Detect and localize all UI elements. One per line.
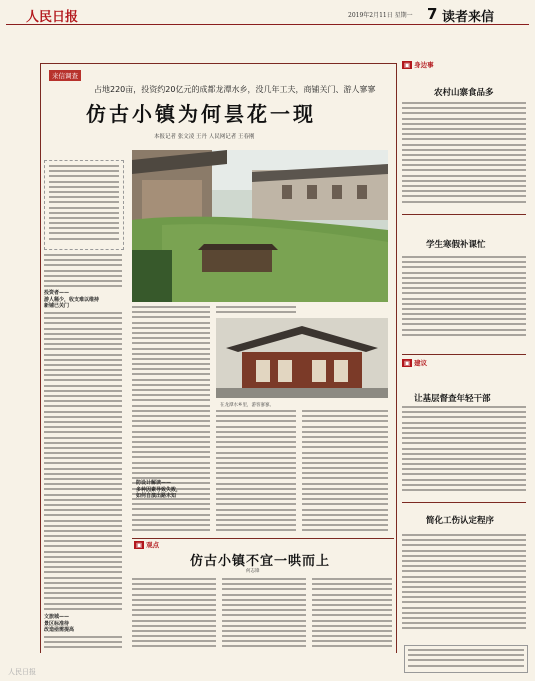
pavilion-caption: 在龙潭水乡里，游客寥寥。 [220, 403, 274, 408]
right-rule-1 [402, 214, 526, 215]
right-title-2: 学生寒假补课忙 [426, 240, 486, 250]
pavilion-photo [216, 318, 388, 398]
right-title-4: 简化工伤认定程序 [426, 516, 495, 526]
right-rule-3 [402, 502, 526, 503]
page-number: 7 [427, 5, 438, 23]
right-tag-2: ▣ 建议 [404, 359, 428, 367]
left-subhead-2: 文旅城—— 景区标准待 改造亟需提高 [44, 614, 75, 633]
newspaper-logo: 人民日报 [26, 10, 79, 25]
right-text-3 [402, 406, 526, 500]
advertisement-box [404, 645, 528, 673]
column-divider [396, 63, 397, 653]
opinion-title: 仿古小镇不宜一哄而上 [190, 554, 331, 569]
opinion-text-1 [132, 578, 216, 652]
lead-headline: 仿古小镇为何昙花一现 [86, 102, 316, 126]
left-column-text-2 [44, 312, 122, 612]
opinion-author: 何志锋 [246, 569, 260, 574]
top-rule [40, 63, 396, 64]
left-subhead-1: 投资者—— 游人稀少，收支难以维持 新铺已关门 [44, 290, 100, 309]
center-column-3 [216, 410, 296, 536]
right-title-1: 农村山寨食品多 [434, 88, 494, 98]
right-tag-1: ▣ 身边事 [404, 61, 434, 69]
source-watermark: 人民日报 [8, 668, 36, 676]
right-title-3: 让基层督查年轻干部 [414, 394, 491, 404]
center-column-4 [302, 410, 388, 536]
lead-deck: 占地220亩，投资约20亿元的成都龙潭水乡，没几年工夫，商铺关门、游人寥寥 [94, 85, 376, 94]
right-rule-2 [402, 354, 526, 355]
dateline: 2019年2月11日 星期一 [348, 12, 413, 19]
masthead [6, 4, 529, 25]
left-column-text [44, 254, 122, 290]
right-text-2 [402, 256, 526, 344]
right-text-1 [402, 102, 526, 210]
opinion-text-3 [312, 578, 392, 652]
center-column-1 [132, 306, 210, 536]
section-title: 读者来信 [442, 10, 495, 25]
opinion-rule [132, 538, 394, 539]
right-text-4 [402, 534, 526, 638]
lead-byline: 本报记者 张文凌 王丹 人民网记者 王春刚 [154, 134, 255, 140]
editor-note [44, 160, 124, 250]
left-rule [40, 63, 41, 653]
main-photo [132, 150, 388, 302]
opinion-text-2 [222, 578, 306, 652]
center-column-2 [216, 306, 296, 318]
left-column-text-3 [44, 636, 122, 654]
center-subhead: 防设计解读—— 多种因素导致失败， 如何自演出路未知 [136, 480, 182, 499]
opinion-tag: ▣ 观点 [136, 541, 160, 549]
lead-kicker: 来信调查 [49, 70, 81, 81]
